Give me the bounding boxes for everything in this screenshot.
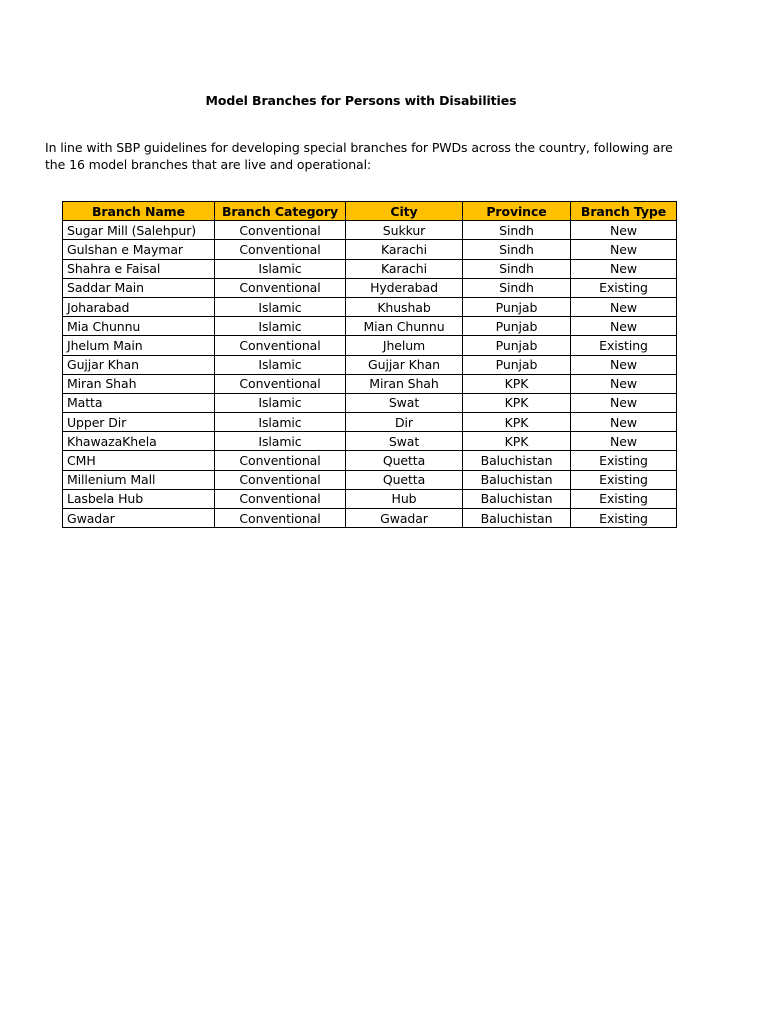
branch-name-cell: Saddar Main <box>63 278 215 297</box>
province-cell: Punjab <box>463 336 571 355</box>
city-cell: Hub <box>346 489 463 508</box>
branch-type-cell: Existing <box>571 489 677 508</box>
province-cell: Sindh <box>463 221 571 240</box>
city-cell: Khushab <box>346 297 463 316</box>
table-row <box>63 470 677 489</box>
branch-category-cell: Conventional <box>215 489 346 508</box>
column-header-branch-category: Branch Category <box>215 202 346 221</box>
province-cell: KPK <box>463 432 571 451</box>
branch-type-cell: Existing <box>571 451 677 470</box>
branch-category-cell: Conventional <box>215 240 346 259</box>
table-row <box>63 221 677 240</box>
branch-type-cell: Existing <box>571 278 677 297</box>
province-cell: Punjab <box>463 317 571 336</box>
branch-category-cell: Islamic <box>215 393 346 412</box>
province-cell: Baluchistan <box>463 451 571 470</box>
city-cell: Jhelum <box>346 336 463 355</box>
province-cell: Baluchistan <box>463 470 571 489</box>
branch-type-cell: New <box>571 374 677 393</box>
column-header-province: Province <box>463 202 571 221</box>
branch-name-cell: Jhelum Main <box>63 336 215 355</box>
branch-type-cell: Existing <box>571 336 677 355</box>
city-cell: Swat <box>346 393 463 412</box>
branch-type-cell: New <box>571 240 677 259</box>
branch-name-cell: Lasbela Hub <box>63 489 215 508</box>
branch-category-cell: Islamic <box>215 432 346 451</box>
table-row <box>63 509 677 528</box>
city-cell: Mian Chunnu <box>346 317 463 336</box>
branch-category-cell: Conventional <box>215 374 346 393</box>
branch-type-cell: New <box>571 413 677 432</box>
table-row <box>63 432 677 451</box>
branch-name-cell: Joharabad <box>63 297 215 316</box>
branch-category-cell: Conventional <box>215 509 346 528</box>
city-cell: Hyderabad <box>346 278 463 297</box>
column-header-branch-name: Branch Name <box>63 202 215 221</box>
branch-name-cell: Millenium Mall <box>63 470 215 489</box>
city-cell: Miran Shah <box>346 374 463 393</box>
city-cell: Gwadar <box>346 509 463 528</box>
city-cell: Sukkur <box>346 221 463 240</box>
table-header <box>63 202 677 221</box>
branch-category-cell: Conventional <box>215 278 346 297</box>
table-row <box>63 489 677 508</box>
branch-category-cell: Islamic <box>215 317 346 336</box>
branch-type-cell: New <box>571 393 677 412</box>
branch-category-cell: Islamic <box>215 413 346 432</box>
table-row <box>63 374 677 393</box>
city-cell: Gujjar Khan <box>346 355 463 374</box>
branch-type-cell: New <box>571 259 677 278</box>
intro-paragraph: In line with SBP guidelines for developing special branches for PWDs across the country, following are the 16 model branches that are live and operational: <box>45 140 673 172</box>
page-title: Model Branches for Persons with Disabilities <box>205 93 517 108</box>
province-cell: Punjab <box>463 355 571 374</box>
branch-name-cell: Gulshan e Maymar <box>63 240 215 259</box>
branch-name-cell: Matta <box>63 393 215 412</box>
city-cell: Quetta <box>346 451 463 470</box>
branch-name-cell: Mia Chunnu <box>63 317 215 336</box>
table-row <box>63 355 677 374</box>
table-row <box>63 259 677 278</box>
table-body <box>63 221 677 528</box>
branch-category-cell: Islamic <box>215 355 346 374</box>
branches-table <box>62 201 677 528</box>
column-header-city: City <box>346 202 463 221</box>
branch-category-cell: Conventional <box>215 470 346 489</box>
branch-type-cell: New <box>571 317 677 336</box>
branch-category-cell: Conventional <box>215 336 346 355</box>
branch-type-cell: New <box>571 355 677 374</box>
branch-name-cell: CMH <box>63 451 215 470</box>
province-cell: Punjab <box>463 297 571 316</box>
province-cell: Baluchistan <box>463 509 571 528</box>
branch-type-cell: New <box>571 221 677 240</box>
city-cell: Swat <box>346 432 463 451</box>
branch-category-cell: Conventional <box>215 221 346 240</box>
province-cell: Sindh <box>463 259 571 278</box>
branch-type-cell: Existing <box>571 470 677 489</box>
branch-category-cell: Conventional <box>215 451 346 470</box>
table-row <box>63 413 677 432</box>
branch-name-cell: Gujjar Khan <box>63 355 215 374</box>
table-header-row <box>63 202 677 221</box>
province-cell: KPK <box>463 374 571 393</box>
city-cell: Dir <box>346 413 463 432</box>
province-cell: KPK <box>463 413 571 432</box>
branch-name-cell: Shahra e Faisal <box>63 259 215 278</box>
table-row <box>63 336 677 355</box>
city-cell: Karachi <box>346 240 463 259</box>
province-cell: Baluchistan <box>463 489 571 508</box>
province-cell: Sindh <box>463 278 571 297</box>
table-row <box>63 240 677 259</box>
branch-name-cell: Upper Dir <box>63 413 215 432</box>
branch-name-cell: Gwadar <box>63 509 215 528</box>
branch-name-cell: KhawazaKhela <box>63 432 215 451</box>
table-row <box>63 451 677 470</box>
table-row <box>63 297 677 316</box>
column-header-branch-type: Branch Type <box>571 202 677 221</box>
branch-name-cell: Sugar Mill (Salehpur) <box>63 221 215 240</box>
branch-name-cell: Miran Shah <box>63 374 215 393</box>
province-cell: KPK <box>463 393 571 412</box>
table-row <box>63 278 677 297</box>
branch-category-cell: Islamic <box>215 259 346 278</box>
city-cell: Quetta <box>346 470 463 489</box>
table-row <box>63 317 677 336</box>
branch-type-cell: New <box>571 432 677 451</box>
branch-type-cell: Existing <box>571 509 677 528</box>
branch-type-cell: New <box>571 297 677 316</box>
city-cell: Karachi <box>346 259 463 278</box>
branch-category-cell: Islamic <box>215 297 346 316</box>
table-row <box>63 393 677 412</box>
province-cell: Sindh <box>463 240 571 259</box>
